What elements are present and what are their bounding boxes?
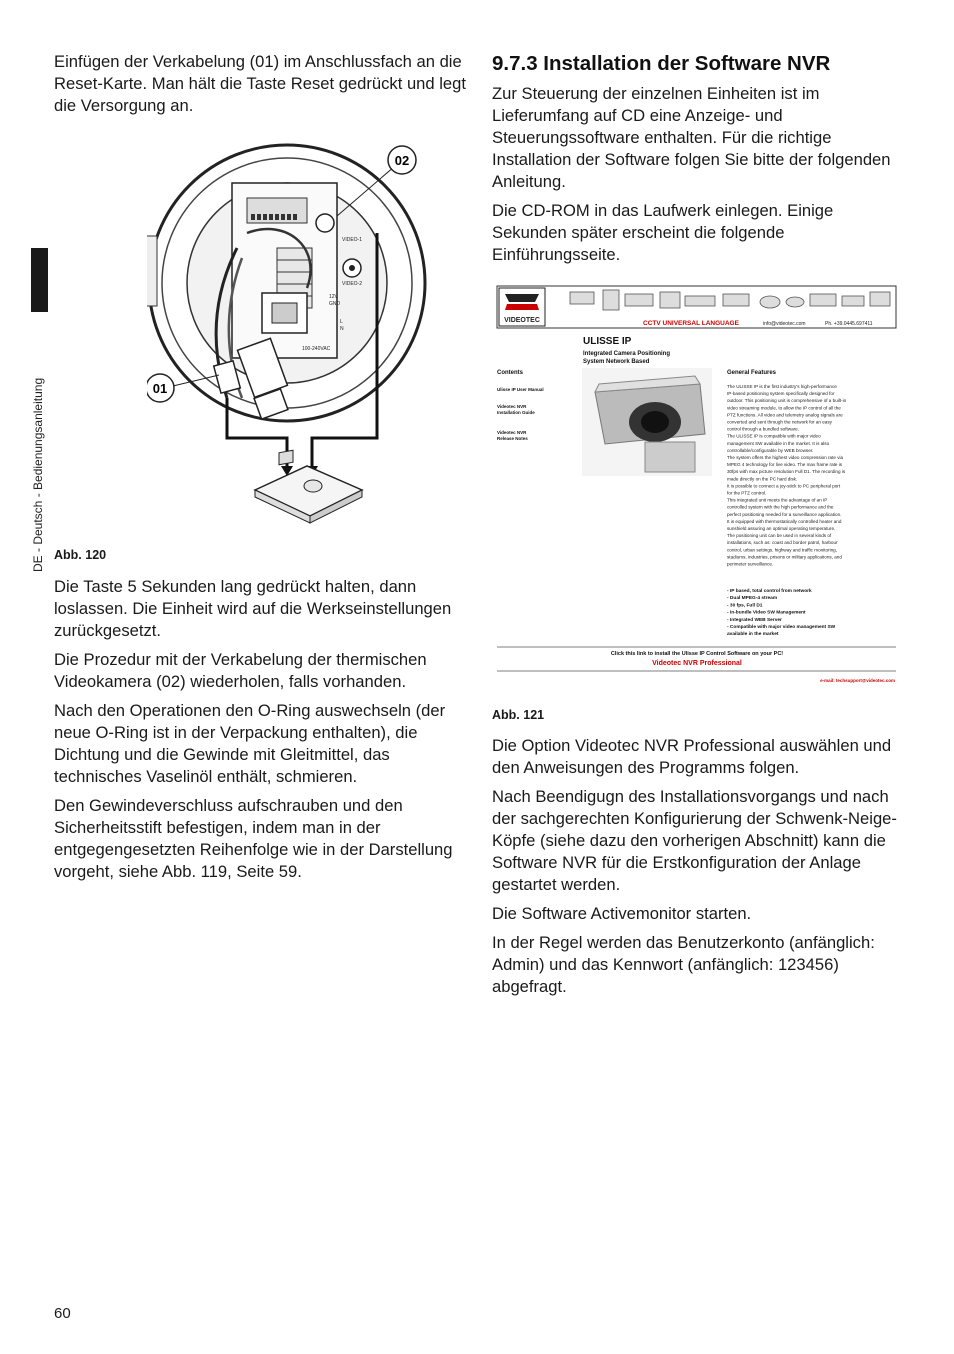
features-text-line: The positioning unit can be used in several kinds of bbox=[727, 533, 832, 539]
contents-heading: Contents bbox=[497, 370, 523, 376]
features-text-line: controllable/configurable by WEB browser. bbox=[727, 447, 814, 453]
contents-link[interactable]: Release Notes bbox=[497, 436, 528, 441]
paragraph: In der Regel werden das Benutzerkonto (anfänglich: Admin) und das Kennwort (anfänglich: 123456) abgefragt. bbox=[492, 933, 875, 996]
features-text-line: for the PTZ control. bbox=[727, 490, 767, 496]
features-text-line: outdoor. This positioning unit is comprehensive of a built-in bbox=[727, 398, 847, 404]
paragraph: Nach Beendigugn des Installationsvorgangs und nach der sachgerechten Konfigurierung der Schwenk-Neige-Köpfe (siehe dazu den vorherigen Abschnitt) kann die Software NVR für die Erstkonfiguration der Anlage gestartet werden. bbox=[492, 787, 897, 894]
board-label: VIDEO-2 bbox=[342, 281, 363, 287]
features-text-line: control, urban settings, highway and traffic monitoring, bbox=[727, 547, 837, 553]
feature-bullet: - IP based, total control from network bbox=[727, 589, 812, 594]
features-text-line: IP-based positioning system specifically designed for bbox=[727, 391, 835, 397]
product-subtitle: Integrated Camera Positioning bbox=[583, 351, 671, 357]
paragraph: Nach den Operationen den O-Ring auswechseln (der neue O-Ring ist in der Verpackung enthalten), die Dichtung und die Gewinde mit Gleitmittel, das technisches Vaselinöl enthält, schmieren. bbox=[54, 701, 446, 786]
features-text-line: perimeter surveillance. bbox=[727, 561, 774, 567]
feature-bullet: - In-bundle Video SW Management bbox=[727, 610, 806, 616]
board-label: VIDEO-1 bbox=[342, 237, 363, 243]
features-text-line: controlled system with the high performance and the bbox=[727, 504, 834, 510]
contents-link[interactable]: Videotec NVR bbox=[497, 404, 527, 409]
left-intro-paragraph: Einfügen der Verkabelung (01) im Anschlussfach an die Reset-Karte. Man hält die Taste Reset gedrückt und legt die Versorgung an. bbox=[54, 52, 466, 115]
features-text-line: stadiums, industries, prisons or military applications, and bbox=[727, 554, 842, 560]
contents-link[interactable]: Videotec NVR bbox=[497, 430, 527, 435]
board-label: 12V bbox=[329, 294, 338, 300]
product-title: ULISSE IP bbox=[583, 336, 632, 347]
page-number: 60 bbox=[54, 1305, 71, 1322]
features-text-line: PTZ functions. All video and telemetry analog signals are bbox=[727, 412, 843, 418]
left-column bbox=[54, 51, 474, 124]
feature-bullet: - 30 fps, Full D1 bbox=[727, 603, 763, 609]
features-text-block bbox=[727, 384, 847, 567]
board-label: L bbox=[340, 319, 343, 325]
side-language-label: DE - Deutsch - Bedienungsanleitung bbox=[31, 377, 45, 572]
feature-bullet: - Dual MPEG-4 stream bbox=[727, 596, 778, 602]
cd-intro-page-figure bbox=[495, 284, 898, 688]
callout-01-label: 01 bbox=[152, 381, 168, 396]
features-text-line: made directly on the PC hard disk. bbox=[727, 476, 798, 482]
install-link[interactable]: Videotec NVR Professional bbox=[652, 660, 742, 667]
right-column-body bbox=[492, 735, 912, 1005]
features-bullets bbox=[727, 588, 836, 637]
paragraph: Zur Steuerung der einzelnen Einheiten ist im Lieferumfang auf CD eine Anzeige- und Steuerungssoftware enthalten. Für die richtige Installation der Software folgen Sie bitte der folgenden Anleitung. bbox=[492, 84, 891, 191]
paragraph: Die Software Activemonitor starten. bbox=[492, 904, 752, 923]
paragraph: Die Option Videotec NVR Professional auswählen und den Anweisungen des Programms folgen. bbox=[492, 736, 892, 777]
contents-link[interactable]: Ulisse IP User Manual bbox=[497, 387, 544, 392]
banner-email[interactable]: info@videotec.com bbox=[763, 321, 806, 327]
left-column-body bbox=[54, 576, 474, 890]
features-text-line: MPEG 4 technology for live video. The max frame rate is bbox=[727, 462, 843, 468]
right-column bbox=[492, 51, 912, 273]
paragraph: Die CD-ROM in das Laufwerk einlegen. Einige Sekunden später erscheint die folgende Einführungsseite. bbox=[492, 201, 834, 264]
features-text-line: The system offers the highest video compression rate via bbox=[727, 455, 844, 460]
feature-bullet: - Integrated WEB Server bbox=[727, 617, 782, 623]
brand-logo-text: VIDEOTEC bbox=[504, 317, 540, 324]
reset-card-wiring-figure bbox=[147, 138, 437, 528]
product-subtitle: System Network Based bbox=[583, 359, 650, 365]
features-text-line: sunshield assuring an optimal operating temperature. bbox=[727, 526, 836, 531]
features-text-line: This integrated unit meets the advantage of an IP bbox=[727, 497, 828, 503]
banner-phone: Ph. +39.0445.697411 bbox=[825, 321, 873, 327]
feature-bullet: - Compatible with major video management SW bbox=[727, 625, 836, 630]
features-text-line: perfect positioning needed for a surveillance application. bbox=[727, 511, 842, 517]
features-text-line: It is possible to connect a joy-stick to PC peripheral port bbox=[727, 483, 841, 489]
features-text-line: video streaming module, to allow the IP control of all the bbox=[727, 405, 841, 411]
features-text-line: management SW available in the market. It is also bbox=[727, 440, 830, 446]
features-text-line: The ULISSE IP is compatible with major video bbox=[727, 433, 821, 439]
features-text-line: control through a bundled software. bbox=[727, 426, 800, 432]
callout-02-label: 02 bbox=[394, 153, 410, 168]
camera-housing-photo bbox=[582, 368, 712, 476]
features-heading: General Features bbox=[727, 370, 777, 376]
board-label: GND bbox=[329, 301, 341, 307]
figure-121-caption: Abb. 121 bbox=[492, 708, 545, 722]
figure-120-caption: Abb. 120 bbox=[54, 548, 107, 562]
contents-link[interactable]: Installation Guide bbox=[497, 410, 535, 415]
paragraph: Die Prozedur mit der Verkabelung der thermischen Videokamera (02) wiederholen, falls vorhanden. bbox=[54, 650, 427, 691]
section-tab-marker bbox=[31, 248, 48, 312]
features-text-line: 30fps with max picture resolution Full D1. The recording is bbox=[727, 469, 846, 475]
features-text-line: converted and sent through the network for an easy bbox=[727, 419, 832, 425]
install-prompt: Click this link to install the Ulisse IP Control Software on your PC! bbox=[610, 651, 784, 657]
features-text-line: installations, such as: coast and border patrol, harbour bbox=[727, 540, 838, 546]
feature-bullet: available in the market bbox=[727, 632, 779, 638]
section-heading: 9.7.3 Installation der Software NVR bbox=[492, 52, 831, 75]
board-label: 100-240VAC bbox=[302, 346, 331, 352]
features-text-line: It is equipped with thermostatically controlled heater and bbox=[727, 518, 842, 524]
paragraph: Die Taste 5 Sekunden lang gedrückt halten, dann loslassen. Die Einheit wird auf die Werkseinstellungen zurückgesetzt. bbox=[54, 577, 452, 640]
support-email[interactable]: e-mail: techsupport@videotec.com bbox=[820, 678, 895, 683]
board-label: N bbox=[340, 326, 344, 332]
banner-tagline: CCTV UNIVERSAL LANGUAGE bbox=[643, 320, 739, 327]
paragraph: Den Gewindeverschluss aufschrauben und den Sicherheitsstift befestigen, indem man in der entgegengesetzten Reihenfolge wie in der Darstellung vorgeht, siehe Abb. 119, Seite 59. bbox=[54, 796, 453, 881]
features-text-line: The ULISSE IP is the first industry's high-performance bbox=[727, 384, 837, 389]
